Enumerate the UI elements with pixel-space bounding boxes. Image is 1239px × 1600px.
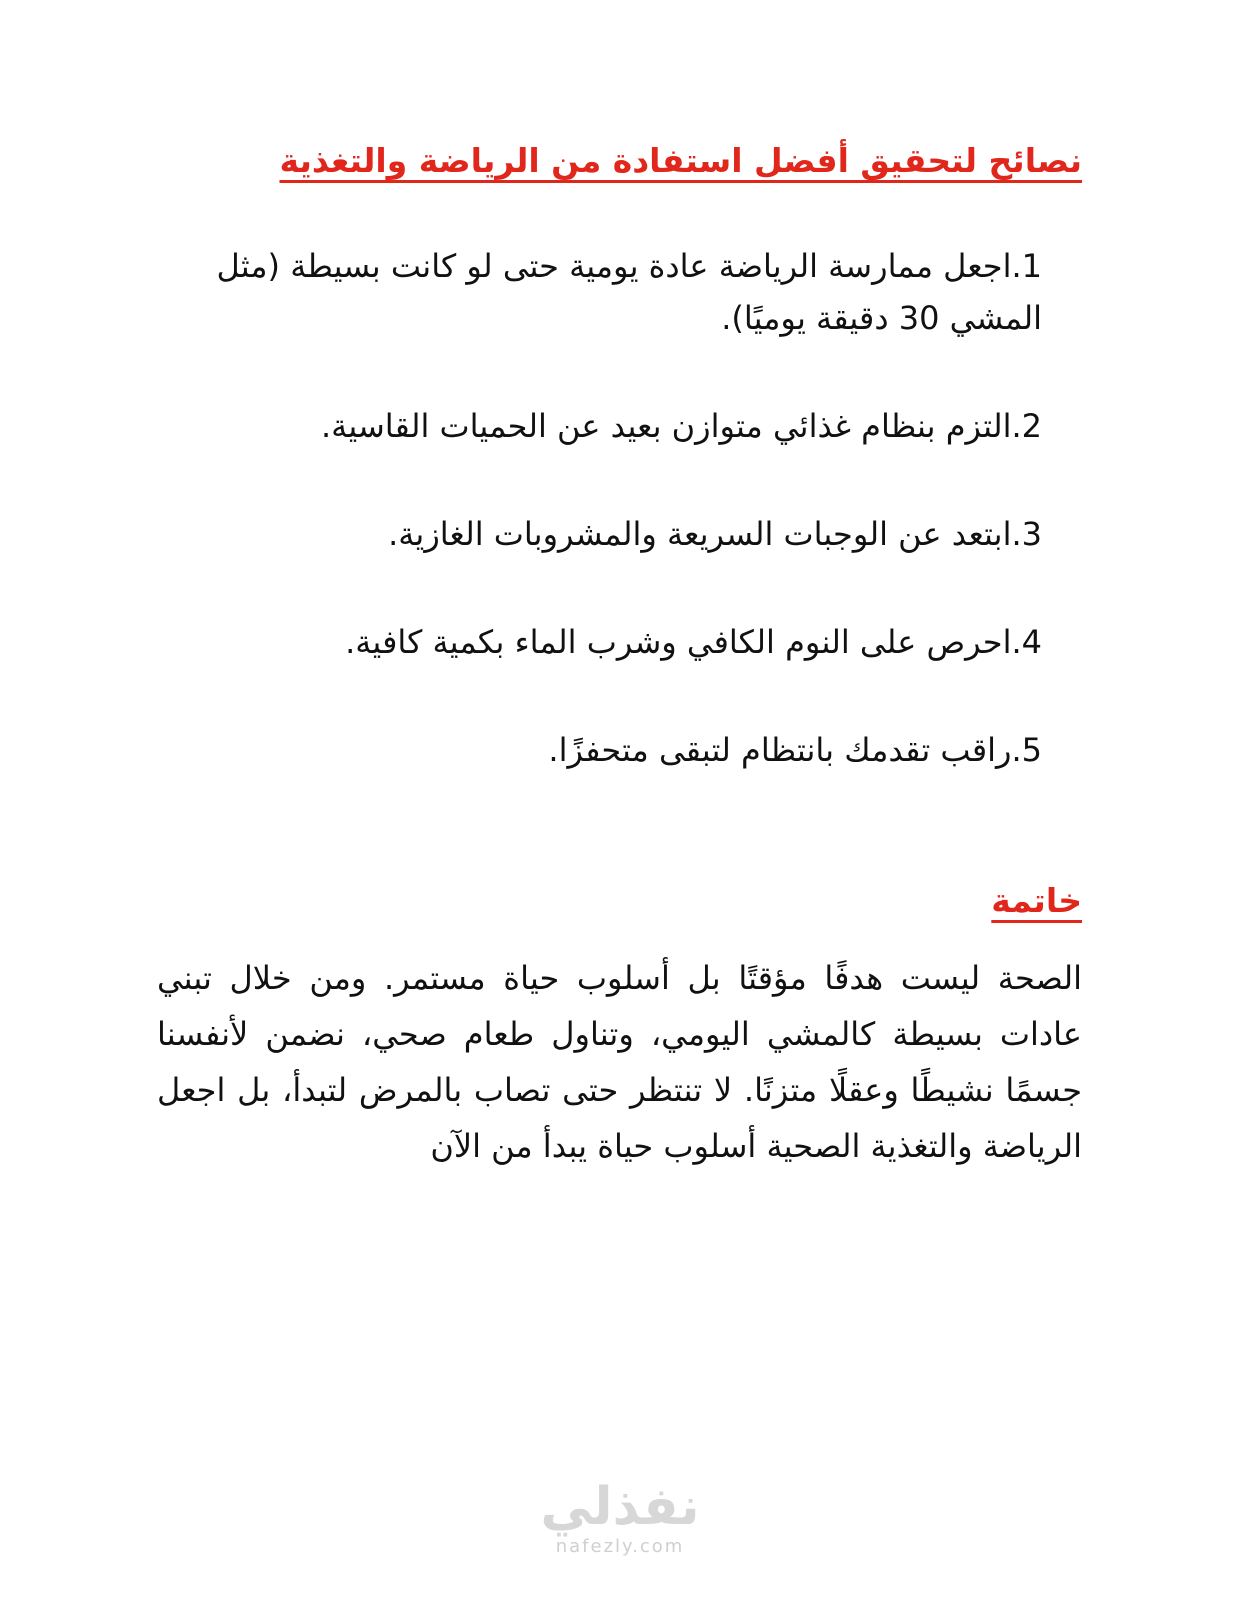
conclusion-heading: خاتمة bbox=[991, 881, 1082, 920]
watermark-domain: nafezly.com bbox=[555, 1536, 685, 1557]
tip-number: 5. bbox=[1011, 731, 1042, 769]
tips-list bbox=[122, 240, 1042, 832]
tip-number: 3. bbox=[1011, 515, 1042, 553]
watermark-logo: نفذلي bbox=[540, 1477, 700, 1537]
tip-item-3 bbox=[122, 508, 1042, 560]
tip-item-2 bbox=[122, 400, 1042, 452]
tip-number: 4. bbox=[1011, 623, 1042, 661]
conclusion-paragraph: الصحة ليست هدفًا مؤقتًا بل أسلوب حياة مستمر. ومن خلال تبني عادات بسيطة كالمشي اليومي، وتناول طعام صحي، نضمن لأنفسنا جسمًا نشيطًا وعقلًا متزنًا. لا تنتظر حتى تصاب بالمرض لتبدأ، بل اجعل الرياضة والتغذية الصحية أسلوب حياة يبدأ من الآن bbox=[157, 959, 1082, 1165]
tip-item-1 bbox=[122, 240, 1042, 344]
tip-text: اجعل ممارسة الرياضة عادة يومية حتى لو كانت بسيطة (مثل المشي 30 دقيقة يوميًا). bbox=[216, 247, 1042, 337]
watermark bbox=[520, 1478, 720, 1558]
tip-text: التزم بنظام غذائي متوازن بعيد عن الحميات القاسية. bbox=[321, 407, 1012, 445]
tip-number: 2. bbox=[1011, 407, 1042, 445]
tip-text: احرص على النوم الكافي وشرب الماء بكمية كافية. bbox=[345, 623, 1012, 661]
tip-text: ابتعد عن الوجبات السريعة والمشروبات الغازية. bbox=[388, 515, 1012, 553]
tip-item-5 bbox=[122, 724, 1042, 776]
tips-heading: نصائح لتحقيق أفضل استفادة من الرياضة والتغذية bbox=[279, 141, 1082, 180]
tip-number: 1. bbox=[1011, 247, 1042, 285]
tip-text: راقب تقدمك بانتظام لتبقى متحفزًا. bbox=[548, 731, 1012, 769]
tip-item-4 bbox=[122, 616, 1042, 668]
